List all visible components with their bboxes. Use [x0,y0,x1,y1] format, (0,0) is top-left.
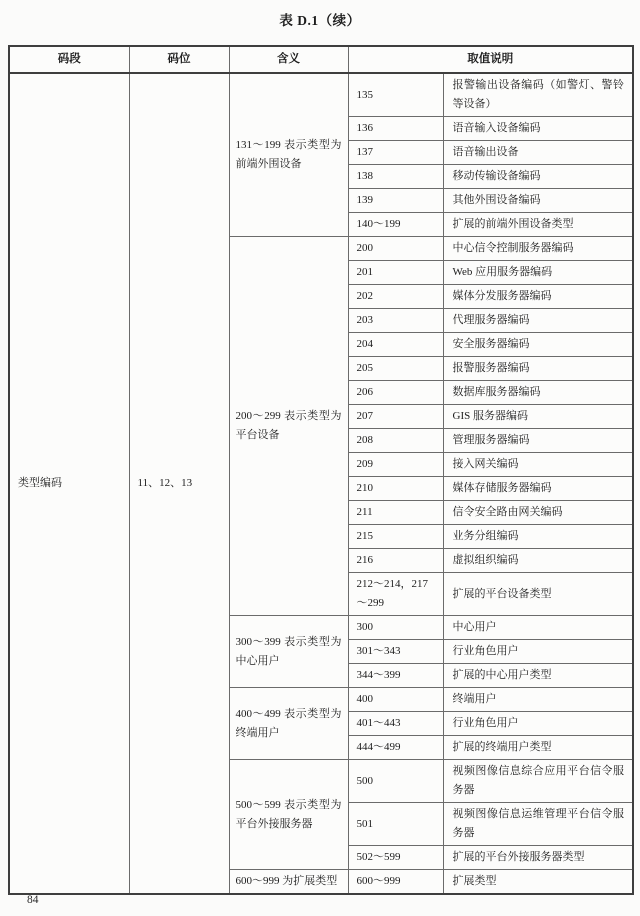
description-cell: 其他外围设备编码 [443,189,633,213]
value-cell: 401～443 [348,712,443,736]
description-cell: 虚拟组织编码 [443,549,633,573]
code-table [8,45,634,895]
value-cell: 204 [348,333,443,357]
description-cell: 管理服务器编码 [443,429,633,453]
meaning-cell: 400～499 表示类型为终端用户 [229,688,348,760]
header-row [9,46,633,73]
description-cell: 终端用户 [443,688,633,712]
description-cell: 行业角色用户 [443,640,633,664]
value-cell: 216 [348,549,443,573]
description-cell: 业务分组编码 [443,525,633,549]
description-cell: 视频图像信息综合应用平台信令服务器 [443,760,633,803]
description-cell: 信令安全路由网关编码 [443,501,633,525]
value-cell: 200 [348,237,443,261]
description-cell: 语音输出设备 [443,141,633,165]
value-cell: 203 [348,309,443,333]
header-code-position: 码位 [129,46,229,73]
value-cell: 207 [348,405,443,429]
value-cell: 600～999 [348,870,443,895]
page-number: 84 [27,894,39,906]
page-title: 表 D.1（续） [279,13,361,28]
description-cell: GIS 服务器编码 [443,405,633,429]
description-cell: 扩展的平台设备类型 [443,573,633,616]
code-segment-cell: 类型编码 [9,73,129,894]
description-cell: 扩展的终端用户类型 [443,736,633,760]
value-cell: 211 [348,501,443,525]
meaning-cell: 200～299 表示类型为平台设备 [229,237,348,616]
meaning-cell: 300～399 表示类型为中心用户 [229,616,348,688]
description-cell: 中心信令控制服务器编码 [443,237,633,261]
description-cell: Web 应用服务器编码 [443,261,633,285]
description-cell: 报警服务器编码 [443,357,633,381]
value-cell: 344～399 [348,664,443,688]
value-cell: 444～499 [348,736,443,760]
value-cell: 500 [348,760,443,803]
meaning-cell: 600～999 为扩展类型 [229,870,348,895]
table-row [9,73,633,117]
value-cell: 208 [348,429,443,453]
description-cell: 行业角色用户 [443,712,633,736]
value-cell: 136 [348,117,443,141]
header-meaning: 含义 [229,46,348,73]
description-cell: 扩展的平台外接服务器类型 [443,846,633,870]
value-cell: 501 [348,803,443,846]
description-cell: 安全服务器编码 [443,333,633,357]
meaning-cell: 131～199 表示类型为前端外围设备 [229,73,348,237]
value-cell: 135 [348,73,443,117]
description-cell: 扩展类型 [443,870,633,895]
description-cell: 代理服务器编码 [443,309,633,333]
description-cell: 接入网关编码 [443,453,633,477]
meaning-cell: 500～599 表示类型为平台外接服务器 [229,760,348,870]
value-cell: 138 [348,165,443,189]
description-cell: 扩展的前端外围设备类型 [443,213,633,237]
value-cell: 202 [348,285,443,309]
value-cell: 212～214，217～299 [348,573,443,616]
code-position-cell: 11、12、13 [129,73,229,894]
value-cell: 300 [348,616,443,640]
description-cell: 语音输入设备编码 [443,117,633,141]
value-cell: 139 [348,189,443,213]
value-cell: 201 [348,261,443,285]
description-cell: 媒体分发服务器编码 [443,285,633,309]
value-cell: 210 [348,477,443,501]
value-cell: 502～599 [348,846,443,870]
value-cell: 205 [348,357,443,381]
value-cell: 137 [348,141,443,165]
header-value-description: 取值说明 [348,46,633,73]
description-cell: 移动传输设备编码 [443,165,633,189]
value-cell: 301～343 [348,640,443,664]
value-cell: 209 [348,453,443,477]
value-cell: 140～199 [348,213,443,237]
description-cell: 中心用户 [443,616,633,640]
value-cell: 400 [348,688,443,712]
value-cell: 215 [348,525,443,549]
description-cell: 媒体存储服务器编码 [443,477,633,501]
description-cell: 视频图像信息运维管理平台信令服务器 [443,803,633,846]
value-cell: 206 [348,381,443,405]
description-cell: 数据库服务器编码 [443,381,633,405]
description-cell: 扩展的中心用户类型 [443,664,633,688]
header-code-segment: 码段 [9,46,129,73]
description-cell: 报警输出设备编码（如警灯、警铃等设备） [443,73,633,117]
